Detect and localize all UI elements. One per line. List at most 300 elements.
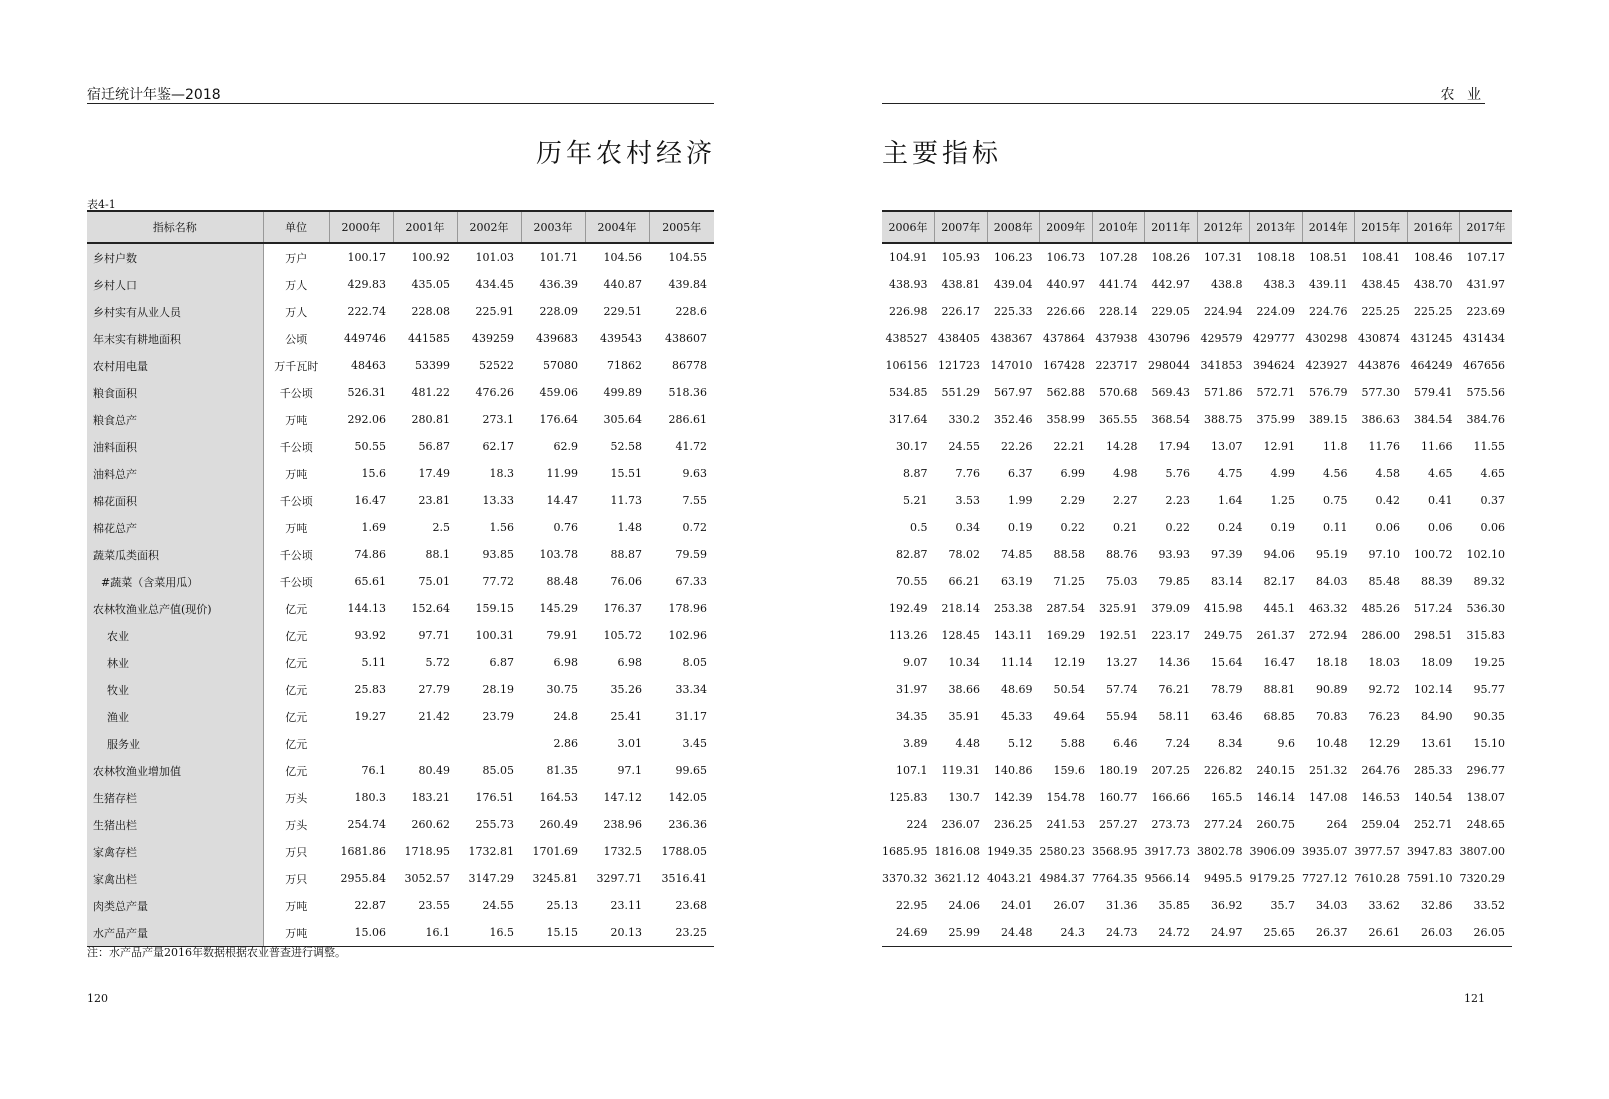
table-row [882,838,1512,865]
table-row [87,298,714,325]
value-cell: 88.87 [610,548,642,561]
value-cell: 0.5 [910,521,928,534]
value-cell: 25.41 [610,710,642,723]
value-cell: 20.13 [585,919,649,947]
value-cell: 90.89 [1316,683,1348,696]
value-cell: 63.19 [1001,575,1033,588]
value-cell: 4.75 [1218,467,1243,480]
value-cell: 166.66 [1151,791,1190,804]
value-cell: 429.83 [347,278,386,291]
value-cell: 105.93 [941,251,980,264]
value-cell: 31.17 [675,710,707,723]
value-cell: 152.64 [411,602,450,615]
value-cell: 26.05 [1460,919,1513,947]
value-cell: 5.76 [1165,467,1190,480]
value-cell: 50.55 [354,440,386,453]
value-cell: 15.6 [361,467,386,480]
value-cell: 178.96 [668,602,707,615]
value-cell: 438527 [885,332,928,345]
value-cell: 438.3 [1263,278,1295,291]
indicator-name-cell: 服务业 [87,730,263,757]
value-cell: 8.34 [1218,737,1243,750]
unit-cell: 万人 [285,305,308,319]
value-cell: 436.39 [539,278,578,291]
indicator-name-cell: 棉花总产 [87,514,263,541]
value-cell: 241.53 [1046,818,1085,831]
value-cell: 429579 [1200,332,1243,345]
table-row [882,325,1512,352]
value-cell: 4.65 [1480,467,1505,480]
indicator-name-cell: 农村用电量 [87,352,263,379]
indicator-name-cell: 家禽存栏 [87,838,263,865]
value-cell: 476.26 [475,386,514,399]
value-cell: 11.76 [1368,440,1400,453]
value-cell: 32.86 [1421,899,1453,912]
value-cell: 147010 [990,359,1033,372]
value-cell: 264.76 [1361,764,1400,777]
value-cell: 0.19 [1008,521,1033,534]
value-cell: 23.55 [418,899,450,912]
value-cell: 62.17 [482,440,514,453]
value-cell: 3802.78 [1197,845,1243,858]
value-cell: 1685.95 [882,845,928,858]
value-cell: 28.19 [482,683,514,696]
value-cell: 78.02 [948,548,980,561]
value-cell: 430298 [1305,332,1348,345]
value-cell: 325.91 [1099,602,1138,615]
value-cell: 176.51 [475,791,514,804]
unit-cell: 亿元 [285,737,308,751]
table-row [882,784,1512,811]
value-cell: 7610.28 [1354,872,1400,885]
value-cell: 82.17 [1263,575,1295,588]
value-cell: 76.06 [610,575,642,588]
table-row [882,757,1512,784]
value-cell: 90.35 [1473,710,1505,723]
value-cell: 108.46 [1414,251,1453,264]
column-header: 2013年 [1250,211,1303,243]
value-cell: 280.81 [411,413,450,426]
value-cell: 7320.29 [1459,872,1505,885]
value-cell: 71862 [607,359,642,372]
value-cell: 1949.35 [987,845,1033,858]
column-header: 2015年 [1355,211,1408,243]
value-cell: 113.26 [889,629,928,642]
value-cell: 180.19 [1099,764,1138,777]
value-cell: 2.5 [432,521,450,534]
value-cell: 154.78 [1046,791,1085,804]
value-cell: 4.99 [1270,467,1295,480]
value-cell: 0.06 [1375,521,1400,534]
value-cell: 439.11 [1309,278,1348,291]
value-cell: 16.5 [457,919,521,947]
value-cell: 439259 [472,332,514,345]
value-cell: 365.55 [1099,413,1138,426]
value-cell: 192.49 [889,602,928,615]
value-cell: 36.92 [1211,899,1243,912]
value-cell: 439543 [600,332,642,345]
value-cell: 6.98 [553,656,578,669]
value-cell: 79.91 [546,629,578,642]
value-cell: 67.33 [675,575,707,588]
value-cell: 100.92 [411,251,450,264]
value-cell: 45.33 [1001,710,1033,723]
value-cell: 6.87 [489,656,514,669]
table-row [882,676,1512,703]
value-cell: 26.61 [1355,919,1408,947]
value-cell: 78.79 [1211,683,1243,696]
value-cell: 0.41 [1428,494,1453,507]
value-cell: 24.73 [1092,919,1145,947]
value-cell: 389.15 [1309,413,1348,426]
value-cell: 225.91 [475,305,514,318]
value-cell: 99.65 [675,764,707,777]
table-row [87,514,714,541]
value-cell: 526.31 [347,386,386,399]
unit-cell: 亿元 [285,656,308,670]
value-cell [457,730,521,757]
value-cell: 388.75 [1204,413,1243,426]
value-cell: 0.06 [1480,521,1505,534]
value-cell: 24.8 [553,710,578,723]
value-cell: 2.23 [1165,494,1190,507]
value-cell: 22.21 [1053,440,1085,453]
value-cell: 86778 [672,359,707,372]
value-cell: 88.76 [1106,548,1138,561]
value-cell: 434.45 [475,278,514,291]
indicator-name-cell: #蔬菜（含菜用瓜） [87,568,263,595]
value-cell: 13.61 [1421,737,1453,750]
value-cell: 88.58 [1053,548,1085,561]
value-cell: 76.23 [1368,710,1400,723]
value-cell: 18.18 [1316,656,1348,669]
value-cell: 4043.21 [987,872,1033,885]
value-cell: 15.15 [521,919,585,947]
value-cell: 17.49 [418,467,450,480]
value-cell: 4.48 [955,737,980,750]
value-cell: 9.6 [1277,737,1295,750]
value-cell: 5.12 [1008,737,1033,750]
value-cell: 95.77 [1473,683,1505,696]
column-header: 2011年 [1145,211,1198,243]
value-cell: 103.78 [539,548,578,561]
column-header: 2003年 [521,211,585,243]
value-cell: 27.79 [418,683,450,696]
value-cell: 7.55 [682,494,707,507]
table-row [882,298,1512,325]
table-row [87,541,714,568]
indicator-name-cell: 乡村户数 [87,243,263,271]
value-cell: 97.10 [1368,548,1400,561]
value-cell: 317.64 [889,413,928,426]
value-cell: 18.09 [1421,656,1453,669]
value-cell: 23.68 [675,899,707,912]
value-cell: 22.26 [1001,440,1033,453]
unit-cell: 万只 [285,845,308,859]
value-cell: 85.05 [482,764,514,777]
value-cell: 144.13 [347,602,386,615]
running-header-right: 农 业 [1440,87,1485,103]
indicator-name-cell: 乡村实有从业人员 [87,298,263,325]
value-cell: 25.99 [935,919,988,947]
indicator-name-cell: 水产品产量 [87,919,263,947]
value-cell: 11.8 [1323,440,1348,453]
value-cell: 2.86 [553,737,578,750]
value-cell: 107.31 [1204,251,1243,264]
value-cell: 463.32 [1309,602,1348,615]
value-cell: 226.98 [889,305,928,318]
value-cell: 1816.08 [934,845,980,858]
value-cell: 226.66 [1046,305,1085,318]
value-cell: 15.06 [329,919,393,947]
table-label: 表4-1 [87,198,116,211]
value-cell: 4984.37 [1039,872,1085,885]
indicator-name-cell: 粮食总产 [87,406,263,433]
value-cell: 24.72 [1145,919,1198,947]
value-cell: 89.32 [1473,575,1505,588]
data-table-left [87,210,714,947]
value-cell: 441585 [408,332,450,345]
value-cell: 9566.14 [1144,872,1190,885]
value-cell: 35.91 [948,710,980,723]
value-cell: 0.21 [1113,521,1138,534]
value-cell: 229.51 [603,305,642,318]
value-cell: 88.1 [425,548,450,561]
value-cell: 287.54 [1046,602,1085,615]
value-cell: 228.09 [539,305,578,318]
value-cell: 9179.25 [1249,872,1295,885]
unit-cell: 万吨 [285,413,308,427]
table-row [87,487,714,514]
indicator-name-cell: 粮食面积 [87,379,263,406]
value-cell: 165.5 [1211,791,1243,804]
value-cell: 551.29 [941,386,980,399]
value-cell: 3807.00 [1459,845,1505,858]
value-cell: 102.10 [1466,548,1505,561]
value-cell: 14.36 [1158,656,1190,669]
column-header: 2006年 [882,211,935,243]
indicator-name-cell: 生猪存栏 [87,784,263,811]
table-row [87,649,714,676]
value-cell: 3245.81 [532,872,578,885]
value-cell: 138.07 [1466,791,1505,804]
value-cell: 260.49 [539,818,578,831]
value-cell: 11.66 [1421,440,1453,453]
value-cell: 160.77 [1099,791,1138,804]
unit-cell: 千公顷 [279,386,313,400]
value-cell: 79.85 [1158,575,1190,588]
value-cell: 386.63 [1361,413,1400,426]
value-cell: 440.87 [603,278,642,291]
value-cell: 224.09 [1256,305,1295,318]
value-cell: 6.46 [1113,737,1138,750]
value-cell: 24.55 [948,440,980,453]
value-cell [329,730,393,757]
value-cell: 66.21 [948,575,980,588]
value-cell: 108.18 [1256,251,1295,264]
value-cell: 100.17 [347,251,386,264]
value-cell: 76.21 [1158,683,1190,696]
value-cell: 225.33 [994,305,1033,318]
value-cell: 445.1 [1263,602,1295,615]
value-cell: 167428 [1043,359,1085,372]
value-cell: 33.52 [1473,899,1505,912]
value-cell: 19.27 [354,710,386,723]
value-cell: 1.56 [489,521,514,534]
value-cell: 100.31 [475,629,514,642]
value-cell: 0.06 [1428,521,1453,534]
value-cell: 71.25 [1053,575,1085,588]
unit-cell: 千公顷 [279,440,313,454]
value-cell: 105.72 [603,629,642,642]
value-cell: 76.1 [361,764,386,777]
table-row [882,892,1512,919]
value-cell: 143.11 [994,629,1033,642]
value-cell: 3917.73 [1144,845,1190,858]
unit-cell: 万千瓦时 [274,359,319,373]
value-cell: 7591.10 [1407,872,1453,885]
value-cell: 352.46 [994,413,1033,426]
value-cell: 48463 [351,359,386,372]
value-cell: 11.55 [1473,440,1505,453]
value-cell: 485.26 [1361,602,1400,615]
value-cell: 121723 [938,359,980,372]
value-cell: 238.96 [603,818,642,831]
value-cell: 0.75 [1323,494,1348,507]
value-cell: 3297.71 [596,872,642,885]
value-cell: 225.25 [1361,305,1400,318]
value-cell: 3568.95 [1092,845,1138,858]
value-cell: 16.1 [393,919,457,947]
value-cell: 226.17 [941,305,980,318]
table-row [87,676,714,703]
value-cell: 439.04 [994,278,1033,291]
value-cell: 35.7 [1270,899,1295,912]
value-cell: 358.99 [1046,413,1085,426]
value-cell: 224 [906,818,928,831]
value-cell: 1.99 [1008,494,1033,507]
value-cell: 108.51 [1309,251,1348,264]
value-cell: 0.11 [1323,521,1348,534]
value-cell: 3052.57 [404,872,450,885]
value-cell: 11.73 [610,494,642,507]
value-cell: 48.69 [1001,683,1033,696]
value-cell: 223717 [1095,359,1138,372]
value-cell: 8.05 [682,656,707,669]
value-cell: 147.12 [603,791,642,804]
value-cell: 248.65 [1466,818,1505,831]
value-cell: 2.29 [1060,494,1085,507]
table-row [87,703,714,730]
value-cell: 16.47 [354,494,386,507]
unit-cell: 亿元 [285,683,308,697]
value-cell: 140.54 [1414,791,1453,804]
column-header: 2004年 [585,211,649,243]
value-cell: 438.45 [1361,278,1400,291]
value-cell: 146.53 [1361,791,1400,804]
value-cell: 0.34 [955,521,980,534]
value-cell: 97.1 [617,764,642,777]
indicator-name-cell: 棉花面积 [87,487,263,514]
value-cell: 70.83 [1316,710,1348,723]
value-cell: 74.86 [354,548,386,561]
table-row [87,757,714,784]
value-cell: 5.21 [903,494,928,507]
value-cell: 57.74 [1106,683,1138,696]
value-cell: 33.34 [675,683,707,696]
value-cell: 82.87 [896,548,928,561]
table-row [882,460,1512,487]
value-cell: 23.81 [418,494,450,507]
table-row [882,811,1512,838]
value-cell: 273.1 [482,413,514,426]
value-cell: 439683 [536,332,578,345]
value-cell: 341853 [1200,359,1243,372]
value-cell: 159.15 [475,602,514,615]
value-cell: 567.97 [994,386,1033,399]
value-cell: 228.14 [1099,305,1138,318]
value-cell: 63.46 [1211,710,1243,723]
value-cell: 437864 [1043,332,1085,345]
value-cell: 1732.81 [468,845,514,858]
indicator-name-cell: 林业 [87,649,263,676]
indicator-name-cell: 家禽出栏 [87,865,263,892]
value-cell: 104.56 [603,251,642,264]
value-cell: 226.82 [1204,764,1243,777]
indicator-name-cell: 农林牧渔业总产值(现价) [87,595,263,622]
value-cell: 33.62 [1368,899,1400,912]
value-cell: 142.05 [668,791,707,804]
value-cell: 499.89 [603,386,642,399]
table-row [87,595,714,622]
value-cell [393,730,457,757]
value-cell: 21.42 [418,710,450,723]
value-cell: 14.47 [546,494,578,507]
value-cell: 9.07 [903,656,928,669]
value-cell: 0.76 [553,521,578,534]
value-cell: 253.38 [994,602,1033,615]
table-row [87,730,714,757]
column-header: 2005年 [649,211,714,243]
value-cell: 9495.5 [1204,872,1243,885]
value-cell: 3516.41 [661,872,707,885]
value-cell: 260.75 [1256,818,1295,831]
value-cell: 176.37 [603,602,642,615]
value-cell: 438.70 [1414,278,1453,291]
value-cell: 106.73 [1046,251,1085,264]
value-cell: 3147.29 [468,872,514,885]
table-row [882,649,1512,676]
table-row [87,811,714,838]
value-cell: 57080 [543,359,578,372]
indicator-name-cell: 生猪出栏 [87,811,263,838]
value-cell: 11.14 [1001,656,1033,669]
value-cell: 438367 [990,332,1033,345]
table-row [87,838,714,865]
running-header-left: 宿迁统计年鉴—2018 [87,87,221,103]
value-cell: 34.35 [896,710,928,723]
value-cell: 431245 [1410,332,1453,345]
value-cell: 438607 [665,332,707,345]
indicator-name-cell: 油料总产 [87,460,263,487]
value-cell: 13.33 [482,494,514,507]
column-header: 2009年 [1040,211,1093,243]
value-cell: 1718.95 [404,845,450,858]
unit-cell: 万只 [285,872,308,886]
value-cell: 106.23 [994,251,1033,264]
value-cell: 2955.84 [340,872,386,885]
value-cell: 379.09 [1151,602,1190,615]
